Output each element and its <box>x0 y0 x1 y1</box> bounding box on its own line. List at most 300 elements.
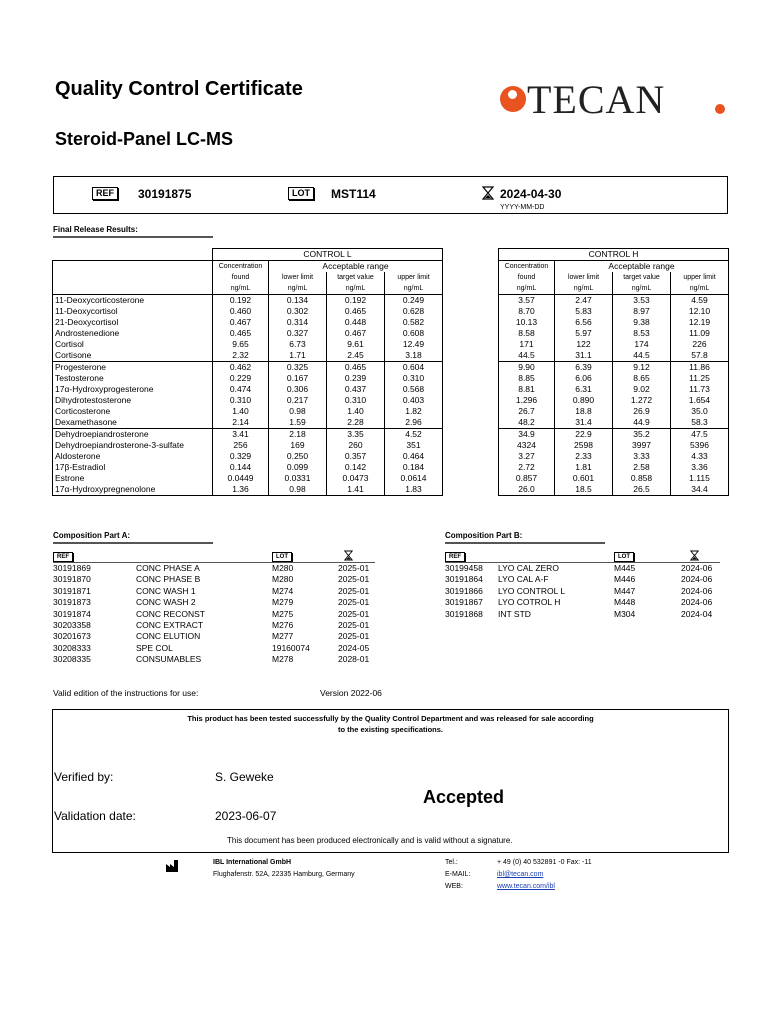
control-l-value: 0.448 <box>327 317 385 328</box>
tecan-logo <box>498 77 738 122</box>
control-l-value: 2.96 <box>385 417 443 429</box>
control-h-value: 6.06 <box>555 373 613 384</box>
control-l-value: 0.608 <box>385 328 443 339</box>
control-h-value: 47.5 <box>671 429 729 441</box>
composition-name: CONC RECONST <box>136 608 205 619</box>
composition-lot: M448 <box>614 597 636 608</box>
control-l-value: 1.41 <box>327 484 385 496</box>
composition-ref: 30199458 <box>445 563 483 573</box>
analyte-name: 11-Deoxycorticosterone <box>53 295 213 307</box>
control-h-value: 1.654 <box>671 395 729 406</box>
analyte-name: Dehydroepiandrosterone <box>53 429 213 441</box>
certificate-title: Quality Control Certificate <box>55 78 303 100</box>
control-l-value: 0.329 <box>213 451 269 462</box>
control-h-value: 1.81 <box>555 462 613 473</box>
control-l-value: 0.167 <box>269 373 327 384</box>
control-h-value: 9.12 <box>613 362 671 374</box>
result-row <box>53 429 729 441</box>
composition-lot: M447 <box>614 585 636 596</box>
composition-a-ref-symbol: REF <box>53 552 73 562</box>
control-h-value: 122 <box>555 339 613 350</box>
unit-label: ng/mL <box>499 283 555 295</box>
composition-name: LYO CAL A-F <box>498 574 549 585</box>
control-h-value: 2.72 <box>499 462 555 473</box>
composition-ref: 30191874 <box>53 608 91 619</box>
control-l-value: 0.0473 <box>327 473 385 484</box>
composition-name: LYO CAL ZERO <box>498 563 559 573</box>
composition-ref: 30208333 <box>53 642 91 653</box>
control-h-value: 26.7 <box>499 406 555 417</box>
unit-label: ng/mL <box>555 283 613 295</box>
control-l-value: 0.98 <box>269 406 327 417</box>
tel-value: + 49 (0) 40 532891 -0 Fax: -11 <box>497 859 592 866</box>
control-l-value: 2.32 <box>213 350 269 362</box>
composition-exp: 2025-01 <box>338 585 370 596</box>
composition-exp: 2025-01 <box>338 620 370 630</box>
control-l-value: 0.314 <box>269 317 327 328</box>
results-grid <box>52 248 729 496</box>
control-h-value: 2.33 <box>555 451 613 462</box>
expiry-format: YYYY-MM-DD <box>500 204 545 211</box>
acceptable-range-label-l: Acceptable range <box>269 261 443 273</box>
composition-exp: 2025-01 <box>338 631 370 642</box>
control-l-value: 0.568 <box>385 384 443 395</box>
composition-item <box>445 563 730 574</box>
composition-exp: 2024-06 <box>681 574 713 585</box>
analyte-name: 17α-Hydroxypregnenolone <box>53 484 213 496</box>
composition-lot: 19160074 <box>272 642 310 653</box>
result-row <box>53 462 729 473</box>
composition-name: CONC WASH 2 <box>136 597 196 608</box>
composition-exp: 2025-01 <box>338 608 370 619</box>
validation-label: Validation date: <box>54 809 136 823</box>
result-row <box>53 317 729 328</box>
analyte-name: Cortisol <box>53 339 213 350</box>
composition-item <box>445 586 730 597</box>
control-l-value: 0.403 <box>385 395 443 406</box>
control-l-value: 0.437 <box>327 384 385 395</box>
result-row <box>53 440 729 451</box>
control-h-value: 31.4 <box>555 417 613 429</box>
control-l-value: 1.59 <box>269 417 327 429</box>
expiry-value: 2024-04-30 <box>500 187 562 201</box>
control-l-value: 0.0449 <box>213 473 269 484</box>
control-l-value: 0.142 <box>327 462 385 473</box>
analyte-name: Corticosterone <box>53 406 213 417</box>
control-h-value: 44.9 <box>613 417 671 429</box>
analyte-name: Cortisone <box>53 350 213 362</box>
control-l-value: 1.40 <box>213 406 269 417</box>
control-l-value: 2.28 <box>327 417 385 429</box>
control-h-value: 11.25 <box>671 373 729 384</box>
control-l-value: 0.302 <box>269 306 327 317</box>
composition-b-lot-symbol: LOT <box>614 552 634 562</box>
control-l-value: 169 <box>269 440 327 451</box>
result-row <box>53 406 729 417</box>
control-l-value: 2.45 <box>327 350 385 362</box>
composition-ref: 30191867 <box>445 597 483 608</box>
control-l-value: 0.0614 <box>385 473 443 484</box>
email-label: E-MAIL: <box>445 871 471 878</box>
composition-item <box>53 586 383 597</box>
control-h-value: 2.58 <box>613 462 671 473</box>
control-h-value: 11.73 <box>671 384 729 395</box>
analyte-name: 17α-Hydroxyprogesterone <box>53 384 213 395</box>
control-l-value: 12.49 <box>385 339 443 350</box>
control-h-value: 8.58 <box>499 328 555 339</box>
control-h-value: 34.4 <box>671 484 729 496</box>
control-h-value: 11.86 <box>671 362 729 374</box>
composition-a-list <box>53 563 383 673</box>
control-h-value: 8.85 <box>499 373 555 384</box>
composition-name: LYO CONTROL L <box>498 585 566 596</box>
lower-limit-label-h: lower limit <box>555 272 613 283</box>
composition-ref: 30203358 <box>53 620 91 630</box>
composition-name: CONSUMABLES <box>136 654 202 665</box>
composition-item <box>53 620 383 631</box>
control-l-value: 256 <box>213 440 269 451</box>
control-l-value: 0.467 <box>213 317 269 328</box>
result-row <box>53 473 729 484</box>
result-row <box>53 395 729 406</box>
control-l-value: 0.310 <box>213 395 269 406</box>
control-l-value: 0.465 <box>213 328 269 339</box>
composition-name: CONC PHASE B <box>136 574 201 585</box>
control-h-value: 35.0 <box>671 406 729 417</box>
control-h-value: 3.27 <box>499 451 555 462</box>
control-l-value: 0.582 <box>385 317 443 328</box>
control-l-value: 0.462 <box>213 362 269 374</box>
composition-lot: M280 <box>272 563 294 573</box>
composition-b-list <box>445 563 730 623</box>
control-h-value: 1.272 <box>613 395 671 406</box>
result-row <box>53 350 729 362</box>
composition-name: CONC ELUTION <box>136 631 201 642</box>
control-l-value: 0.357 <box>327 451 385 462</box>
control-l-value: 0.460 <box>213 306 269 317</box>
control-h-value: 26.0 <box>499 484 555 496</box>
control-l-value: 0.192 <box>327 295 385 307</box>
control-h-value: 8.70 <box>499 306 555 317</box>
control-h-value: 226 <box>671 339 729 350</box>
composition-name: LYO COTROL H <box>498 597 561 608</box>
composition-lot: M278 <box>272 654 294 665</box>
control-l-value: 351 <box>385 440 443 451</box>
composition-b-ref-symbol: REF <box>445 552 465 562</box>
control-h-value: 0.601 <box>555 473 613 484</box>
control-h-value: 9.90 <box>499 362 555 374</box>
release-box <box>52 709 729 853</box>
composition-exp: 2024-04 <box>681 608 713 619</box>
composition-exp: 2028-01 <box>338 654 370 665</box>
column-gap <box>443 451 499 462</box>
composition-name: SPE COL <box>136 642 173 653</box>
control-l-value: 1.82 <box>385 406 443 417</box>
control-l-value: 2.14 <box>213 417 269 429</box>
control-l-value: 0.217 <box>269 395 327 406</box>
unit-label: ng/mL <box>269 283 327 295</box>
analyte-name: Dihydrotestosterone <box>53 395 213 406</box>
control-h-value: 1.115 <box>671 473 729 484</box>
web-label: WEB: <box>445 883 463 890</box>
control-l-value: 0.467 <box>327 328 385 339</box>
composition-name: CONC PHASE A <box>136 563 200 573</box>
control-l-value: 0.134 <box>269 295 327 307</box>
result-row <box>53 451 729 462</box>
control-l-value: 1.40 <box>327 406 385 417</box>
concentration-label-h: Concentration <box>499 261 555 273</box>
column-gap <box>443 440 499 451</box>
control-l-value: 0.099 <box>269 462 327 473</box>
web-link[interactable]: www.tecan.com/ibl <box>497 883 555 890</box>
control-l-header: CONTROL L <box>213 249 443 261</box>
analyte-name: Aldosterone <box>53 451 213 462</box>
status-accepted: Accepted <box>423 787 505 807</box>
upper-limit-label-l: upper limit <box>385 272 443 283</box>
company-name: IBL International GmbH <box>213 859 292 866</box>
column-gap <box>443 373 499 384</box>
composition-ref: 30191873 <box>53 597 91 608</box>
control-h-value: 3.53 <box>613 295 671 307</box>
composition-b-title: Composition Part B: <box>445 531 605 544</box>
control-h-value: 9.02 <box>613 384 671 395</box>
composition-ref: 30191871 <box>53 585 91 596</box>
found-label-l: found <box>213 272 269 283</box>
control-l-value: 0.327 <box>269 328 327 339</box>
control-h-value: 5396 <box>671 440 729 451</box>
control-h-value: 3.57 <box>499 295 555 307</box>
control-h-value: 48.2 <box>499 417 555 429</box>
composition-name: INT STD <box>498 608 531 619</box>
control-l-value: 3.35 <box>327 429 385 441</box>
control-l-value: 0.465 <box>327 362 385 374</box>
tel-label: Tel.: <box>445 859 458 866</box>
control-h-value: 0.857 <box>499 473 555 484</box>
result-row <box>53 362 729 374</box>
control-h-value: 44.5 <box>613 350 671 362</box>
composition-item <box>445 609 730 620</box>
control-h-value: 6.56 <box>555 317 613 328</box>
hourglass-icon <box>344 550 353 561</box>
composition-ref: 30191869 <box>53 563 91 573</box>
control-l-value: 0.310 <box>385 373 443 384</box>
control-l-value: 9.61 <box>327 339 385 350</box>
control-h-value: 26.9 <box>613 406 671 417</box>
validation-value: 2023-06-07 <box>215 809 277 823</box>
result-row <box>53 417 729 429</box>
ref-lot-box <box>53 176 728 214</box>
control-l-value: 0.239 <box>327 373 385 384</box>
control-h-value: 2598 <box>555 440 613 451</box>
control-l-value: 0.310 <box>327 395 385 406</box>
control-l-value: 3.18 <box>385 350 443 362</box>
control-l-value: 1.36 <box>213 484 269 496</box>
column-gap <box>443 484 499 496</box>
composition-exp: 2024-06 <box>681 563 713 573</box>
manufacturer-icon <box>165 859 179 873</box>
control-l-value: 0.474 <box>213 384 269 395</box>
control-h-value: 8.65 <box>613 373 671 384</box>
control-h-value: 6.39 <box>555 362 613 374</box>
control-h-value: 57.8 <box>671 350 729 362</box>
control-h-value: 171 <box>499 339 555 350</box>
result-row <box>53 328 729 339</box>
column-gap <box>443 306 499 317</box>
composition-exp: 2024-06 <box>681 585 713 596</box>
column-gap <box>443 462 499 473</box>
analyte-name: Progesterone <box>53 362 213 374</box>
control-h-value: 12.10 <box>671 306 729 317</box>
company-address: Flughafenstr. 52A, 22335 Hamburg, Germany <box>213 871 355 878</box>
control-h-value: 3.33 <box>613 451 671 462</box>
result-row <box>53 373 729 384</box>
unit-label: ng/mL <box>213 283 269 295</box>
control-h-value: 2.47 <box>555 295 613 307</box>
control-h-value: 31.1 <box>555 350 613 362</box>
column-gap <box>443 295 499 307</box>
control-h-value: 5.83 <box>555 306 613 317</box>
hourglass-icon <box>690 550 699 561</box>
concentration-label-l: Concentration <box>213 261 269 273</box>
control-l-value: 0.184 <box>385 462 443 473</box>
control-h-value: 8.97 <box>613 306 671 317</box>
result-row <box>53 339 729 350</box>
upper-limit-label-h: upper limit <box>671 272 729 283</box>
control-h-value: 26.5 <box>613 484 671 496</box>
result-row <box>53 384 729 395</box>
control-l-value: 0.628 <box>385 306 443 317</box>
control-h-value: 3997 <box>613 440 671 451</box>
column-gap <box>443 384 499 395</box>
release-statement <box>53 713 728 735</box>
composition-item <box>53 597 383 608</box>
control-l-value: 0.249 <box>385 295 443 307</box>
control-h-value: 8.81 <box>499 384 555 395</box>
column-gap <box>443 328 499 339</box>
control-h-value: 9.38 <box>613 317 671 328</box>
instructions-label: Valid edition of the instructions for use: <box>53 688 199 698</box>
composition-lot: M274 <box>272 585 294 596</box>
unit-label: ng/mL <box>327 283 385 295</box>
hourglass-icon <box>482 186 494 200</box>
analyte-name: Dexamethasone <box>53 417 213 429</box>
composition-name: CONC EXTRACT <box>136 620 204 630</box>
composition-exp: 2024-06 <box>681 597 713 608</box>
composition-lot: M277 <box>272 631 294 642</box>
column-gap <box>443 317 499 328</box>
composition-ref: 30191868 <box>445 608 483 619</box>
column-gap <box>443 429 499 441</box>
control-h-value: 5.97 <box>555 328 613 339</box>
control-h-value: 0.858 <box>613 473 671 484</box>
control-l-value: 2.18 <box>269 429 327 441</box>
lot-symbol: LOT <box>288 187 314 200</box>
result-row <box>53 484 729 496</box>
composition-ref: 30201673 <box>53 631 91 642</box>
lot-value: MST114 <box>331 187 376 201</box>
control-h-value: 8.53 <box>613 328 671 339</box>
unit-label: ng/mL <box>613 283 671 295</box>
composition-item <box>445 574 730 585</box>
composition-lot: M280 <box>272 574 294 585</box>
column-gap <box>443 473 499 484</box>
found-label-h: found <box>499 272 555 283</box>
control-l-value: 0.98 <box>269 484 327 496</box>
unit-label: ng/mL <box>671 283 729 295</box>
control-l-value: 0.604 <box>385 362 443 374</box>
control-l-value: 0.465 <box>327 306 385 317</box>
verified-label: Verified by: <box>54 770 114 784</box>
control-h-value: 58.3 <box>671 417 729 429</box>
composition-exp: 2025-01 <box>338 574 370 585</box>
composition-item <box>53 631 383 642</box>
control-l-value: 0.0331 <box>269 473 327 484</box>
release-statement-line2: to the existing specifications. <box>337 725 444 734</box>
control-l-value: 0.306 <box>269 384 327 395</box>
composition-ref: 30208335 <box>53 654 91 665</box>
composition-exp: 2025-01 <box>338 563 370 573</box>
composition-ref: 30191866 <box>445 585 483 596</box>
composition-name: CONC WASH 1 <box>136 585 196 596</box>
control-h-value: 44.5 <box>499 350 555 362</box>
control-h-value: 174 <box>613 339 671 350</box>
ref-value: 30191875 <box>138 187 192 201</box>
email-link[interactable]: ibl@tecan.com <box>497 871 544 878</box>
column-gap <box>443 339 499 350</box>
control-h-value: 4324 <box>499 440 555 451</box>
control-l-value: 0.464 <box>385 451 443 462</box>
control-h-value: 18.5 <box>555 484 613 496</box>
control-h-value: 0.890 <box>555 395 613 406</box>
target-value-label-l: target value <box>327 272 385 283</box>
control-h-value: 1.296 <box>499 395 555 406</box>
analyte-name: Testosterone <box>53 373 213 384</box>
column-gap <box>443 362 499 374</box>
control-h-value: 6.31 <box>555 384 613 395</box>
control-h-value: 4.59 <box>671 295 729 307</box>
composition-ref: 30191870 <box>53 574 91 585</box>
column-gap <box>443 395 499 406</box>
control-h-value: 11.09 <box>671 328 729 339</box>
release-statement-line1: This product has been tested successfully by the Quality Control Department and was released for sale according <box>187 714 594 723</box>
control-l-value: 9.65 <box>213 339 269 350</box>
control-l-value: 6.73 <box>269 339 327 350</box>
ref-symbol: REF <box>92 187 118 200</box>
control-l-value: 0.229 <box>213 373 269 384</box>
composition-lot: M446 <box>614 574 636 585</box>
unit-label: ng/mL <box>385 283 443 295</box>
composition-ref: 30191864 <box>445 574 483 585</box>
analyte-name: Estrone <box>53 473 213 484</box>
analyte-name: 17β-Estradiol <box>53 462 213 473</box>
composition-item <box>53 563 383 574</box>
electronic-note: This document has been produced electronically and is valid without a signature. <box>227 836 513 845</box>
logo-period-icon <box>715 104 725 114</box>
lower-limit-label-l: lower limit <box>269 272 327 283</box>
composition-exp: 2025-01 <box>338 597 370 608</box>
composition-a-lot-symbol: LOT <box>272 552 292 562</box>
control-h-value: 4.33 <box>671 451 729 462</box>
analyte-name: 21-Deoxycortisol <box>53 317 213 328</box>
composition-item <box>445 597 730 608</box>
composition-item <box>53 643 383 654</box>
target-value-label-h: target value <box>613 272 671 283</box>
composition-a-title: Composition Part A: <box>53 531 213 544</box>
control-h-header: CONTROL H <box>499 249 729 261</box>
result-row <box>53 306 729 317</box>
results-section-title: Final Release Results: <box>53 225 213 238</box>
control-l-value: 0.192 <box>213 295 269 307</box>
